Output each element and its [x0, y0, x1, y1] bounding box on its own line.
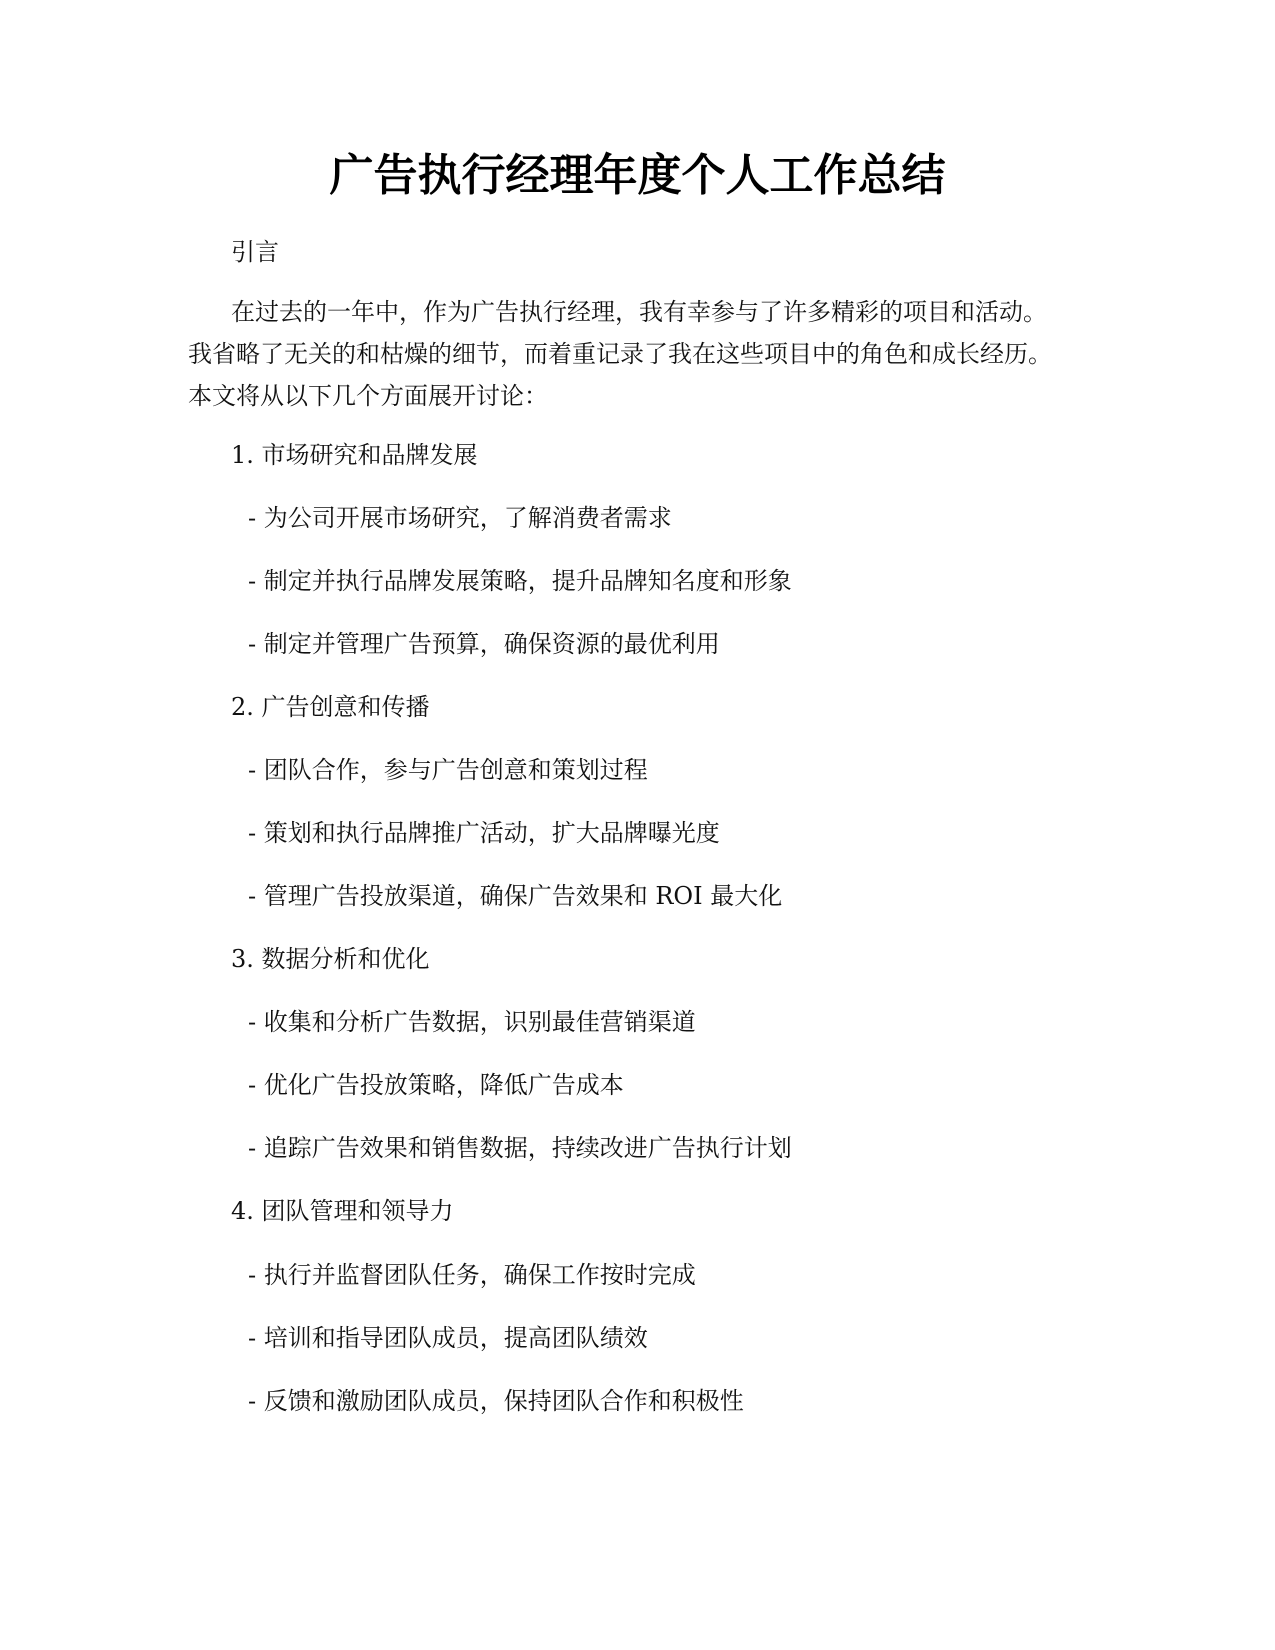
section-2-bullet-3: - 管理广告投放渠道，确保广告效果和 ROI 最大化	[248, 882, 783, 910]
section-4-heading: 4. 团队管理和领导力	[231, 1197, 454, 1225]
section-4-bullet-2: - 培训和指导团队成员，提高团队绩效	[248, 1324, 648, 1352]
section-3-heading: 3. 数据分析和优化	[231, 945, 430, 973]
section-1-bullet-1: - 为公司开展市场研究，了解消费者需求	[248, 504, 672, 532]
intro-line-1: 在过去的一年中，作为广告执行经理，我有幸参与了许多精彩的项目和活动。	[231, 298, 1047, 326]
intro-heading: 引言	[231, 238, 279, 266]
section-2-bullet-2: - 策划和执行品牌推广活动，扩大品牌曝光度	[248, 819, 720, 847]
section-4-bullet-1: - 执行并监督团队任务，确保工作按时完成	[248, 1261, 696, 1289]
intro-line-2: 我省略了无关的和枯燥的细节，而着重记录了我在这些项目中的角色和成长经历。	[188, 340, 1052, 368]
section-2-heading: 2. 广告创意和传播	[231, 693, 430, 721]
section-3-bullet-1: - 收集和分析广告数据，识别最佳营销渠道	[248, 1008, 696, 1036]
intro-line-3: 本文将从以下几个方面展开讨论：	[188, 382, 548, 410]
section-4-bullet-3: - 反馈和激励团队成员，保持团队合作和积极性	[248, 1387, 744, 1415]
document-title: 广告执行经理年度个人工作总结	[329, 150, 946, 201]
section-2-bullet-1: - 团队合作，参与广告创意和策划过程	[248, 756, 648, 784]
section-3-bullet-3: - 追踪广告效果和销售数据，持续改进广告执行计划	[248, 1134, 792, 1162]
section-1-bullet-3: - 制定并管理广告预算，确保资源的最优利用	[248, 630, 720, 658]
section-1-bullet-2: - 制定并执行品牌发展策略，提升品牌知名度和形象	[248, 567, 792, 595]
section-1-heading: 1. 市场研究和品牌发展	[231, 441, 478, 469]
section-3-bullet-2: - 优化广告投放策略，降低广告成本	[248, 1071, 624, 1099]
